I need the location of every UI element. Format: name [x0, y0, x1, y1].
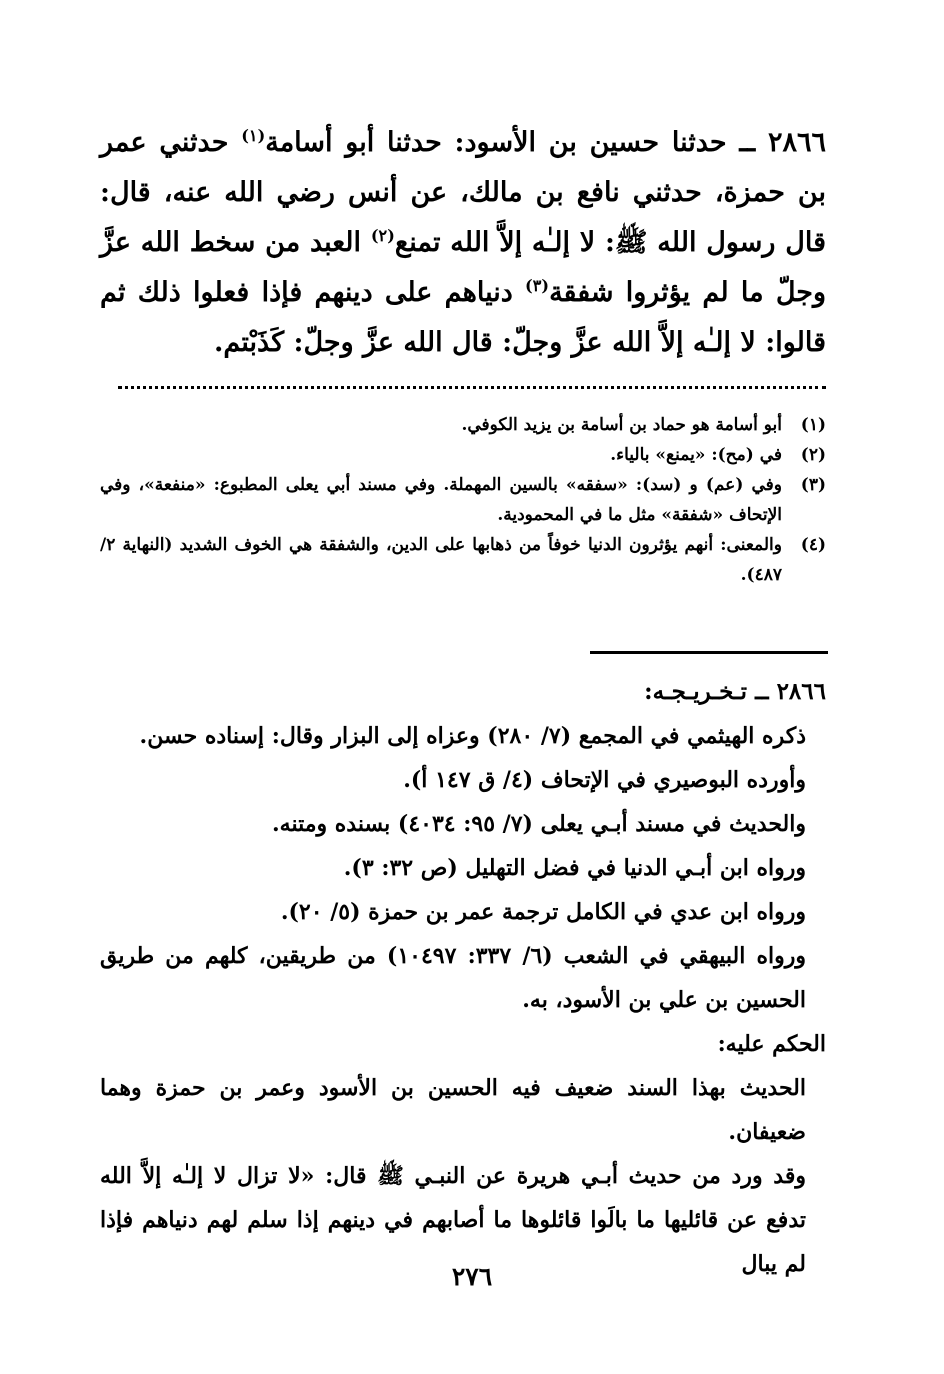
hadith-text	[100, 118, 826, 368]
section-rule	[590, 651, 828, 654]
footnote-item	[100, 470, 826, 530]
hukm-paragraph: وقد ورد من حديث أبـي هريرة عن النبـي ﷺ قال: «لا تزال لا إلـٰه إلاَّ الله تدفع عن قائليها ما بالَوا قائلوها ما أصابهم في دينهم إذا سلم لهم دنياهم فإذا لم يبال	[100, 1163, 806, 1277]
takhrij-line: ورواه ابن أبـي الدنيا في فضل التهليل (ص ٣٢: ٣).	[343, 855, 806, 881]
footnote-ref-1[interactable]: (١)	[241, 126, 266, 145]
hadith-text-part-4: دنياهم على دينهم فإذا فعلوا ذلك ثم قالوا: لا إلـٰه إلاَّ الله عزَّ وجلّ: قال الله عزَّ وجلّ: كَذَبْتم.	[100, 277, 826, 358]
takhrij-line: ذكره الهيثمي في المجمع (٧/ ٢٨٠) وعزاه إلى البزار وقال: إسناده حسن.	[139, 723, 806, 749]
takhrij-line: ورواه ابن عدي في الكامل ترجمة عمر بن حمزة (٥/ ٢٠).	[280, 899, 806, 925]
takhrij-heading: ٢٨٦٦ ــ تـخـريـجـه:	[644, 678, 826, 705]
footnote-ref-2[interactable]: (٢)	[370, 226, 395, 245]
footnote-item	[100, 410, 826, 440]
hukm-heading: الحكم عليه:	[717, 1031, 826, 1057]
footnote-text: وفي (عم) و (سد): «سفقه» بالسين المهملة. وفي مسند أبي يعلى المطبوع: «منفعة»، وفي الإتحاف «شفقة» مثل ما في المحمودية.	[100, 475, 782, 525]
footnote-number: (٣)	[800, 475, 826, 495]
footnote-text: في (مح): «يمنع» بالياء.	[610, 445, 782, 465]
takhrij-line: ورواه البيهقي في الشعب (٦/ ٣٣٧: ١٠٤٩٧) من طريقين، كلهم من طريق الحسين بن علي بن الأسود، به.	[100, 943, 807, 1013]
takhrij-line: وأورده البوصيري في الإتحاف (٤/ ق ١٤٧ أ).	[403, 767, 806, 793]
hadith-text-part-2: حدثني عمر بن حمزة، حدثني نافع بن مالك، عن أنس رضي الله عنه، قال: قال رسول الله ﷺ: لا إلـٰه إلاَّ الله تمنع	[100, 127, 826, 258]
footnote-text: أبو أسامة هو حماد بن أسامة بن يزيد الكوفي.	[461, 415, 782, 435]
footnote-item	[100, 440, 826, 470]
footnotes	[100, 410, 826, 590]
hadith-text-part-3: العبد من سخط الله عزَّ وجلّ ما لم يؤثروا شفقة	[100, 227, 826, 308]
takhrij-section	[100, 670, 826, 1286]
footnote-text: والمعنى: أنهم يؤثرون الدنيا خوفاً من ذهابها على الدين، والشفقة هي الخوف الشديد (النهاية ٢/ ٤٨٧).	[100, 535, 782, 585]
hadith-text-part-1: ٢٨٦٦ ــ حدثنا حسين بن الأسود: حدثنا أبو أسامة	[265, 127, 826, 158]
footnote-ref-3[interactable]: (٣)	[525, 276, 550, 295]
footnote-number: (١)	[800, 415, 826, 435]
footnote-separator	[118, 386, 826, 389]
page-number: ٢٧٦	[451, 1262, 493, 1291]
footnote-number: (٢)	[800, 445, 826, 465]
takhrij-line: والحديث في مسند أبـي يعلى (٧/ ٩٥: ٤٠٣٤) بسنده ومتنه.	[271, 811, 806, 837]
hukm-paragraph: الحديث بهذا السند ضعيف فيه الحسين بن الأسود وعمر بن حمزة وهما ضعيفان.	[100, 1075, 806, 1145]
footnote-number: (٤)	[800, 535, 826, 555]
footnote-item	[100, 530, 826, 590]
